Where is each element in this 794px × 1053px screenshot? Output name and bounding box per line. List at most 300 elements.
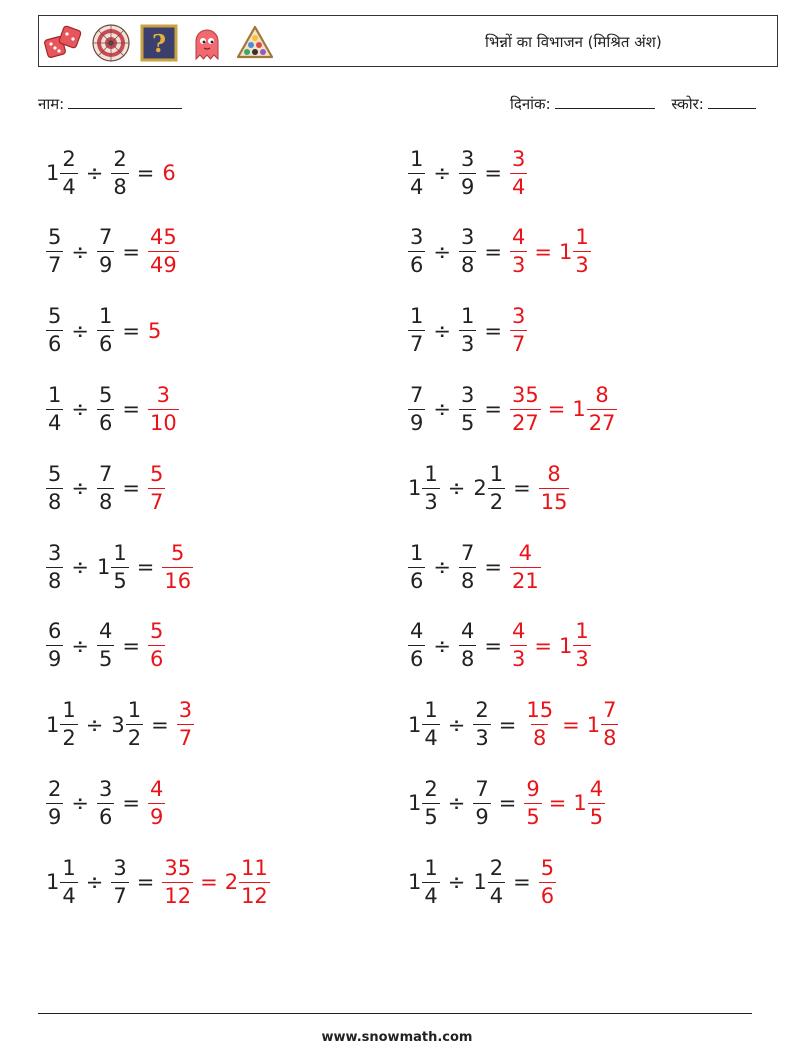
name-blank[interactable] — [68, 94, 182, 109]
fraction — [162, 855, 193, 908]
numerator: 2 — [489, 855, 504, 880]
fraction-stack — [148, 776, 165, 829]
denominator: 8 — [113, 174, 127, 199]
numerator: 7 — [603, 698, 617, 723]
fraction — [510, 146, 527, 199]
fraction-stack — [459, 621, 476, 670]
numerator: 1 — [424, 698, 438, 723]
numerator: 8 — [547, 461, 561, 486]
mixed-number — [559, 621, 591, 670]
denominator: 3 — [575, 253, 589, 278]
whole-part: 1 — [572, 397, 586, 422]
fraction — [148, 227, 179, 276]
fraction — [46, 306, 63, 355]
dice-icon — [43, 23, 83, 63]
divide-sign: ÷ — [71, 791, 89, 816]
fraction-stack — [459, 382, 476, 435]
divide-sign: ÷ — [71, 633, 89, 658]
fraction — [97, 776, 114, 829]
mixed-number — [46, 146, 78, 199]
numerator: 5 — [149, 461, 164, 486]
divide-sign: ÷ — [433, 161, 451, 185]
denominator: 12 — [164, 883, 192, 908]
numerator: 2 — [62, 146, 76, 171]
mixed-number — [224, 855, 270, 908]
svg-text:?: ? — [151, 29, 167, 58]
whole-part: 1 — [408, 476, 422, 501]
fraction-stack — [473, 700, 490, 749]
denominator: 6 — [48, 332, 62, 357]
whole-part: 3 — [111, 712, 125, 737]
divide-sign: ÷ — [447, 712, 466, 737]
problem-11 — [46, 539, 193, 595]
fraction-stack — [473, 776, 490, 829]
fraction-stack — [46, 621, 63, 670]
mixed-number — [46, 700, 78, 749]
equals-sign: = — [122, 476, 140, 501]
answer — [148, 319, 161, 343]
denominator: 9 — [410, 410, 424, 435]
answer — [510, 382, 617, 435]
fraction — [162, 540, 193, 593]
fraction-stack — [422, 855, 439, 908]
equals-sign: = — [498, 712, 517, 737]
equals-sign: = — [122, 397, 140, 422]
equals-sign: = — [484, 161, 502, 185]
fraction-stack — [60, 855, 77, 908]
equals-sign: = — [534, 633, 552, 658]
divide-sign: ÷ — [433, 318, 451, 343]
fraction-stack — [111, 855, 128, 908]
problem-4 — [408, 224, 591, 280]
fraction-stack — [459, 227, 476, 276]
fraction-stack — [408, 540, 425, 593]
fraction — [524, 700, 555, 749]
fraction — [97, 461, 114, 514]
problem-14 — [408, 618, 591, 674]
answer — [162, 855, 269, 908]
whole-part: 2 — [473, 476, 487, 501]
denominator: 7 — [149, 489, 164, 514]
numerator: 1 — [410, 540, 424, 565]
mixed-number — [46, 855, 78, 908]
numerator: 5 — [540, 855, 555, 880]
fraction-stack — [587, 382, 618, 435]
answer — [177, 700, 194, 749]
numerator: 35 — [164, 855, 192, 880]
denominator: 9 — [149, 804, 164, 829]
problem-6 — [408, 303, 527, 359]
numerator: 7 — [98, 225, 113, 250]
denominator: 49 — [149, 253, 177, 278]
footer-divider — [38, 1013, 752, 1014]
answer — [148, 776, 165, 829]
answer — [148, 382, 179, 435]
fraction-stack — [239, 855, 270, 908]
equals-sign: = — [484, 555, 502, 579]
fraction-stack — [524, 700, 555, 749]
denominator: 4 — [424, 726, 438, 751]
fraction — [459, 306, 476, 355]
denominator: 6 — [98, 410, 113, 435]
denominator: 6 — [410, 647, 424, 672]
fraction-stack — [459, 146, 476, 199]
numerator: 5 — [171, 540, 185, 565]
denominator: 5 — [460, 410, 475, 435]
fraction — [473, 700, 490, 749]
numerator: 4 — [460, 619, 475, 644]
fraction — [97, 382, 114, 435]
fraction — [46, 461, 63, 514]
numerator: 3 — [178, 698, 193, 723]
date-score-fields — [510, 94, 756, 114]
answer — [510, 621, 591, 670]
divide-sign: ÷ — [71, 397, 89, 422]
fraction-stack — [588, 776, 605, 829]
equals-sign: = — [136, 161, 155, 185]
fraction — [148, 621, 165, 670]
numerator: 7 — [460, 540, 475, 565]
fraction — [148, 776, 165, 829]
denominator: 7 — [48, 253, 62, 278]
denominator: 2 — [62, 726, 76, 751]
numerator: 3 — [460, 382, 475, 407]
billiard-triangle-icon — [235, 23, 275, 63]
fraction — [473, 776, 490, 829]
mixed-number — [408, 700, 440, 749]
denominator: 4 — [62, 174, 76, 199]
numerator: 5 — [98, 382, 113, 407]
fraction — [46, 540, 63, 593]
denominator: 5 — [424, 804, 438, 829]
mixed-number — [408, 855, 440, 908]
denominator: 8 — [48, 489, 62, 514]
answer — [148, 227, 179, 276]
equals-sign: = — [122, 633, 140, 658]
numerator: 8 — [595, 382, 609, 407]
fraction-stack — [46, 776, 63, 829]
fraction — [459, 146, 476, 199]
equals-sign: = — [562, 712, 580, 737]
date-label: दिनांक: — [510, 95, 551, 113]
fraction-stack — [408, 621, 425, 670]
fraction-stack — [524, 776, 541, 829]
denominator: 7 — [511, 332, 526, 357]
fraction-stack — [46, 382, 63, 435]
whole-part: 1 — [46, 161, 60, 185]
numerator: 5 — [48, 225, 62, 250]
numerator: 1 — [113, 540, 127, 565]
fraction — [510, 621, 527, 670]
problem-2 — [408, 145, 527, 201]
fraction — [408, 306, 425, 355]
denominator: 4 — [489, 883, 504, 908]
fraction-stack — [510, 540, 541, 593]
equals-sign: = — [484, 633, 502, 658]
numerator: 35 — [511, 382, 539, 407]
answer — [162, 161, 175, 185]
whole-part: 6 — [162, 161, 176, 185]
fraction — [177, 700, 194, 749]
numerator: 15 — [526, 698, 554, 723]
whole-part: 1 — [473, 870, 487, 895]
fraction-stack — [60, 146, 77, 199]
denominator: 7 — [113, 883, 127, 908]
fraction — [510, 382, 541, 435]
denominator: 8 — [48, 568, 62, 593]
numerator: 1 — [424, 461, 438, 486]
fraction-stack — [97, 461, 114, 514]
equals-sign: = — [513, 870, 531, 895]
fraction-stack — [97, 776, 114, 829]
whole-part: 2 — [224, 870, 239, 895]
problem-17 — [46, 775, 165, 831]
whole-part: 1 — [408, 870, 422, 895]
fraction — [539, 461, 570, 514]
problem-8 — [408, 381, 617, 437]
answer — [510, 540, 541, 593]
numerator: 1 — [48, 382, 62, 407]
whole-part: 1 — [558, 239, 573, 264]
fraction-stack — [573, 621, 590, 670]
numerator: 3 — [410, 225, 424, 250]
numerator: 1 — [62, 855, 76, 880]
numerator: 1 — [575, 225, 589, 250]
fraction — [408, 382, 425, 435]
fraction-stack — [422, 776, 439, 829]
denominator: 9 — [475, 804, 489, 829]
numerator: 2 — [424, 776, 438, 801]
mixed-number — [473, 461, 505, 514]
problem-9 — [46, 460, 165, 516]
fraction — [524, 776, 541, 829]
mixed-number — [587, 700, 619, 749]
divide-sign: ÷ — [433, 633, 451, 658]
denominator: 4 — [424, 883, 438, 908]
fraction — [510, 540, 541, 593]
answer — [539, 855, 556, 908]
denominator: 12 — [241, 883, 268, 908]
fraction-stack — [97, 306, 114, 355]
equals-sign: = — [122, 318, 140, 343]
fraction-stack — [46, 227, 63, 276]
denominator: 6 — [98, 804, 113, 829]
fraction — [459, 382, 476, 435]
footer-url: www.snowmath.com — [321, 1030, 473, 1045]
mixed-number — [96, 540, 129, 593]
fraction-stack — [408, 306, 425, 355]
divide-sign: ÷ — [71, 476, 89, 501]
problem-7 — [46, 381, 179, 437]
fraction-stack — [510, 227, 527, 276]
numerator: 4 — [410, 619, 424, 644]
equals-sign: = — [200, 870, 218, 895]
denominator: 9 — [48, 804, 62, 829]
denominator: 6 — [149, 647, 164, 672]
problem-16 — [408, 697, 618, 753]
name-field — [38, 94, 182, 114]
numerator: 7 — [475, 776, 489, 801]
divide-sign: ÷ — [85, 161, 104, 185]
denominator: 2 — [127, 726, 142, 751]
denominator: 16 — [164, 568, 192, 593]
fraction — [97, 621, 114, 670]
fraction-stack — [148, 461, 165, 514]
fraction-stack — [97, 382, 114, 435]
denominator: 21 — [511, 568, 539, 593]
fraction-stack — [111, 146, 128, 199]
mixed-number — [572, 382, 617, 435]
fraction-stack — [459, 540, 476, 593]
denominator: 3 — [511, 647, 526, 672]
fraction — [408, 621, 425, 670]
denominator: 3 — [575, 647, 589, 672]
mixed-number — [559, 227, 591, 276]
fraction-stack — [162, 540, 193, 593]
divide-sign: ÷ — [71, 555, 89, 579]
whole-part: 1 — [408, 791, 422, 816]
numerator: 7 — [98, 461, 113, 486]
fraction — [97, 306, 114, 355]
fraction-stack — [408, 146, 425, 199]
score-label: स्कोर: — [671, 95, 704, 113]
fraction-stack — [573, 227, 590, 276]
answer — [162, 540, 193, 593]
whole-part: 1 — [46, 712, 60, 737]
fraction — [408, 146, 425, 199]
whole-number — [162, 161, 175, 185]
problem-10 — [408, 460, 569, 516]
divide-sign: ÷ — [85, 870, 104, 895]
numerator: 6 — [48, 619, 62, 644]
whole-part: 1 — [96, 555, 111, 579]
equals-sign: = — [534, 239, 552, 264]
denominator: 10 — [149, 410, 177, 435]
fraction — [46, 227, 63, 276]
numerator: 3 — [511, 146, 526, 171]
question-box-icon — [139, 23, 179, 63]
header-icons — [43, 23, 275, 63]
divide-sign: ÷ — [447, 791, 466, 816]
whole-part: 1 — [46, 870, 60, 895]
fraction-stack — [459, 306, 476, 355]
numerator: 2 — [113, 146, 127, 171]
ghost-icon — [187, 23, 227, 63]
numerator: 5 — [149, 619, 164, 644]
denominator: 6 — [410, 253, 424, 278]
numerator: 4 — [511, 225, 526, 250]
numerator: 2 — [48, 776, 62, 801]
date-blank[interactable] — [555, 94, 655, 109]
answer — [524, 776, 605, 829]
denominator: 8 — [603, 726, 617, 751]
fraction — [46, 621, 63, 670]
fraction — [46, 382, 63, 435]
answer — [539, 461, 570, 514]
problem-15 — [46, 697, 194, 753]
divide-sign: ÷ — [71, 318, 89, 343]
numerator: 3 — [113, 855, 127, 880]
equals-sign: = — [548, 791, 567, 816]
equals-sign: = — [151, 712, 169, 737]
numerator: 3 — [460, 225, 475, 250]
worksheet-header — [38, 15, 778, 67]
fraction — [111, 146, 128, 199]
numerator: 45 — [149, 225, 177, 250]
denominator: 8 — [98, 489, 113, 514]
mixed-number — [111, 700, 143, 749]
numerator: 7 — [410, 382, 424, 407]
numerator: 1 — [410, 304, 424, 329]
problem-3 — [46, 224, 179, 280]
problem-18 — [408, 775, 605, 831]
fraction-stack — [510, 621, 527, 670]
numerator: 1 — [489, 461, 504, 486]
numerator: 2 — [475, 698, 489, 723]
fraction — [459, 227, 476, 276]
divide-sign: ÷ — [433, 555, 451, 579]
numerator: 1 — [575, 619, 589, 644]
numerator: 9 — [526, 776, 540, 801]
fraction-stack — [601, 700, 618, 749]
fraction-stack — [148, 227, 179, 276]
fraction-stack — [97, 227, 114, 276]
fraction-stack — [408, 382, 425, 435]
denominator: 4 — [410, 174, 424, 199]
divide-sign: ÷ — [447, 870, 466, 895]
fraction-stack — [97, 621, 114, 670]
fraction — [111, 855, 128, 908]
fraction-stack — [46, 461, 63, 514]
equals-sign: = — [136, 870, 155, 895]
answer — [524, 700, 618, 749]
score-blank[interactable] — [708, 94, 756, 109]
mixed-number — [408, 461, 440, 514]
numerator: 4 — [518, 540, 533, 565]
numerator: 1 — [62, 698, 76, 723]
denominator: 5 — [113, 568, 127, 593]
denominator: 6 — [98, 332, 113, 357]
numerator: 1 — [424, 855, 438, 880]
numerator: 1 — [410, 146, 424, 171]
denominator: 5 — [589, 804, 604, 829]
denominator: 4 — [62, 883, 76, 908]
numerator: 3 — [460, 146, 475, 171]
denominator: 3 — [475, 726, 489, 751]
fraction-stack — [46, 306, 63, 355]
problem-13 — [46, 618, 165, 674]
fraction-stack — [488, 461, 505, 514]
fraction — [510, 227, 527, 276]
denominator: 3 — [460, 332, 475, 357]
whole-part: 5 — [147, 318, 162, 343]
fraction-stack — [148, 621, 165, 670]
mixed-number — [573, 776, 605, 829]
denominator: 7 — [410, 332, 424, 357]
numerator: 4 — [149, 776, 164, 801]
numerator: 4 — [511, 619, 526, 644]
fraction — [510, 306, 527, 355]
fraction-stack — [488, 855, 505, 908]
answer — [510, 146, 527, 199]
denominator: 8 — [460, 253, 475, 278]
fraction-stack — [148, 382, 179, 435]
numerator: 5 — [48, 304, 62, 329]
worksheet-title: भिन्नों का विभाजन (मिश्रित अंश) — [485, 33, 662, 51]
denominator: 4 — [48, 410, 62, 435]
denominator: 6 — [410, 568, 424, 593]
whole-number — [148, 319, 161, 343]
